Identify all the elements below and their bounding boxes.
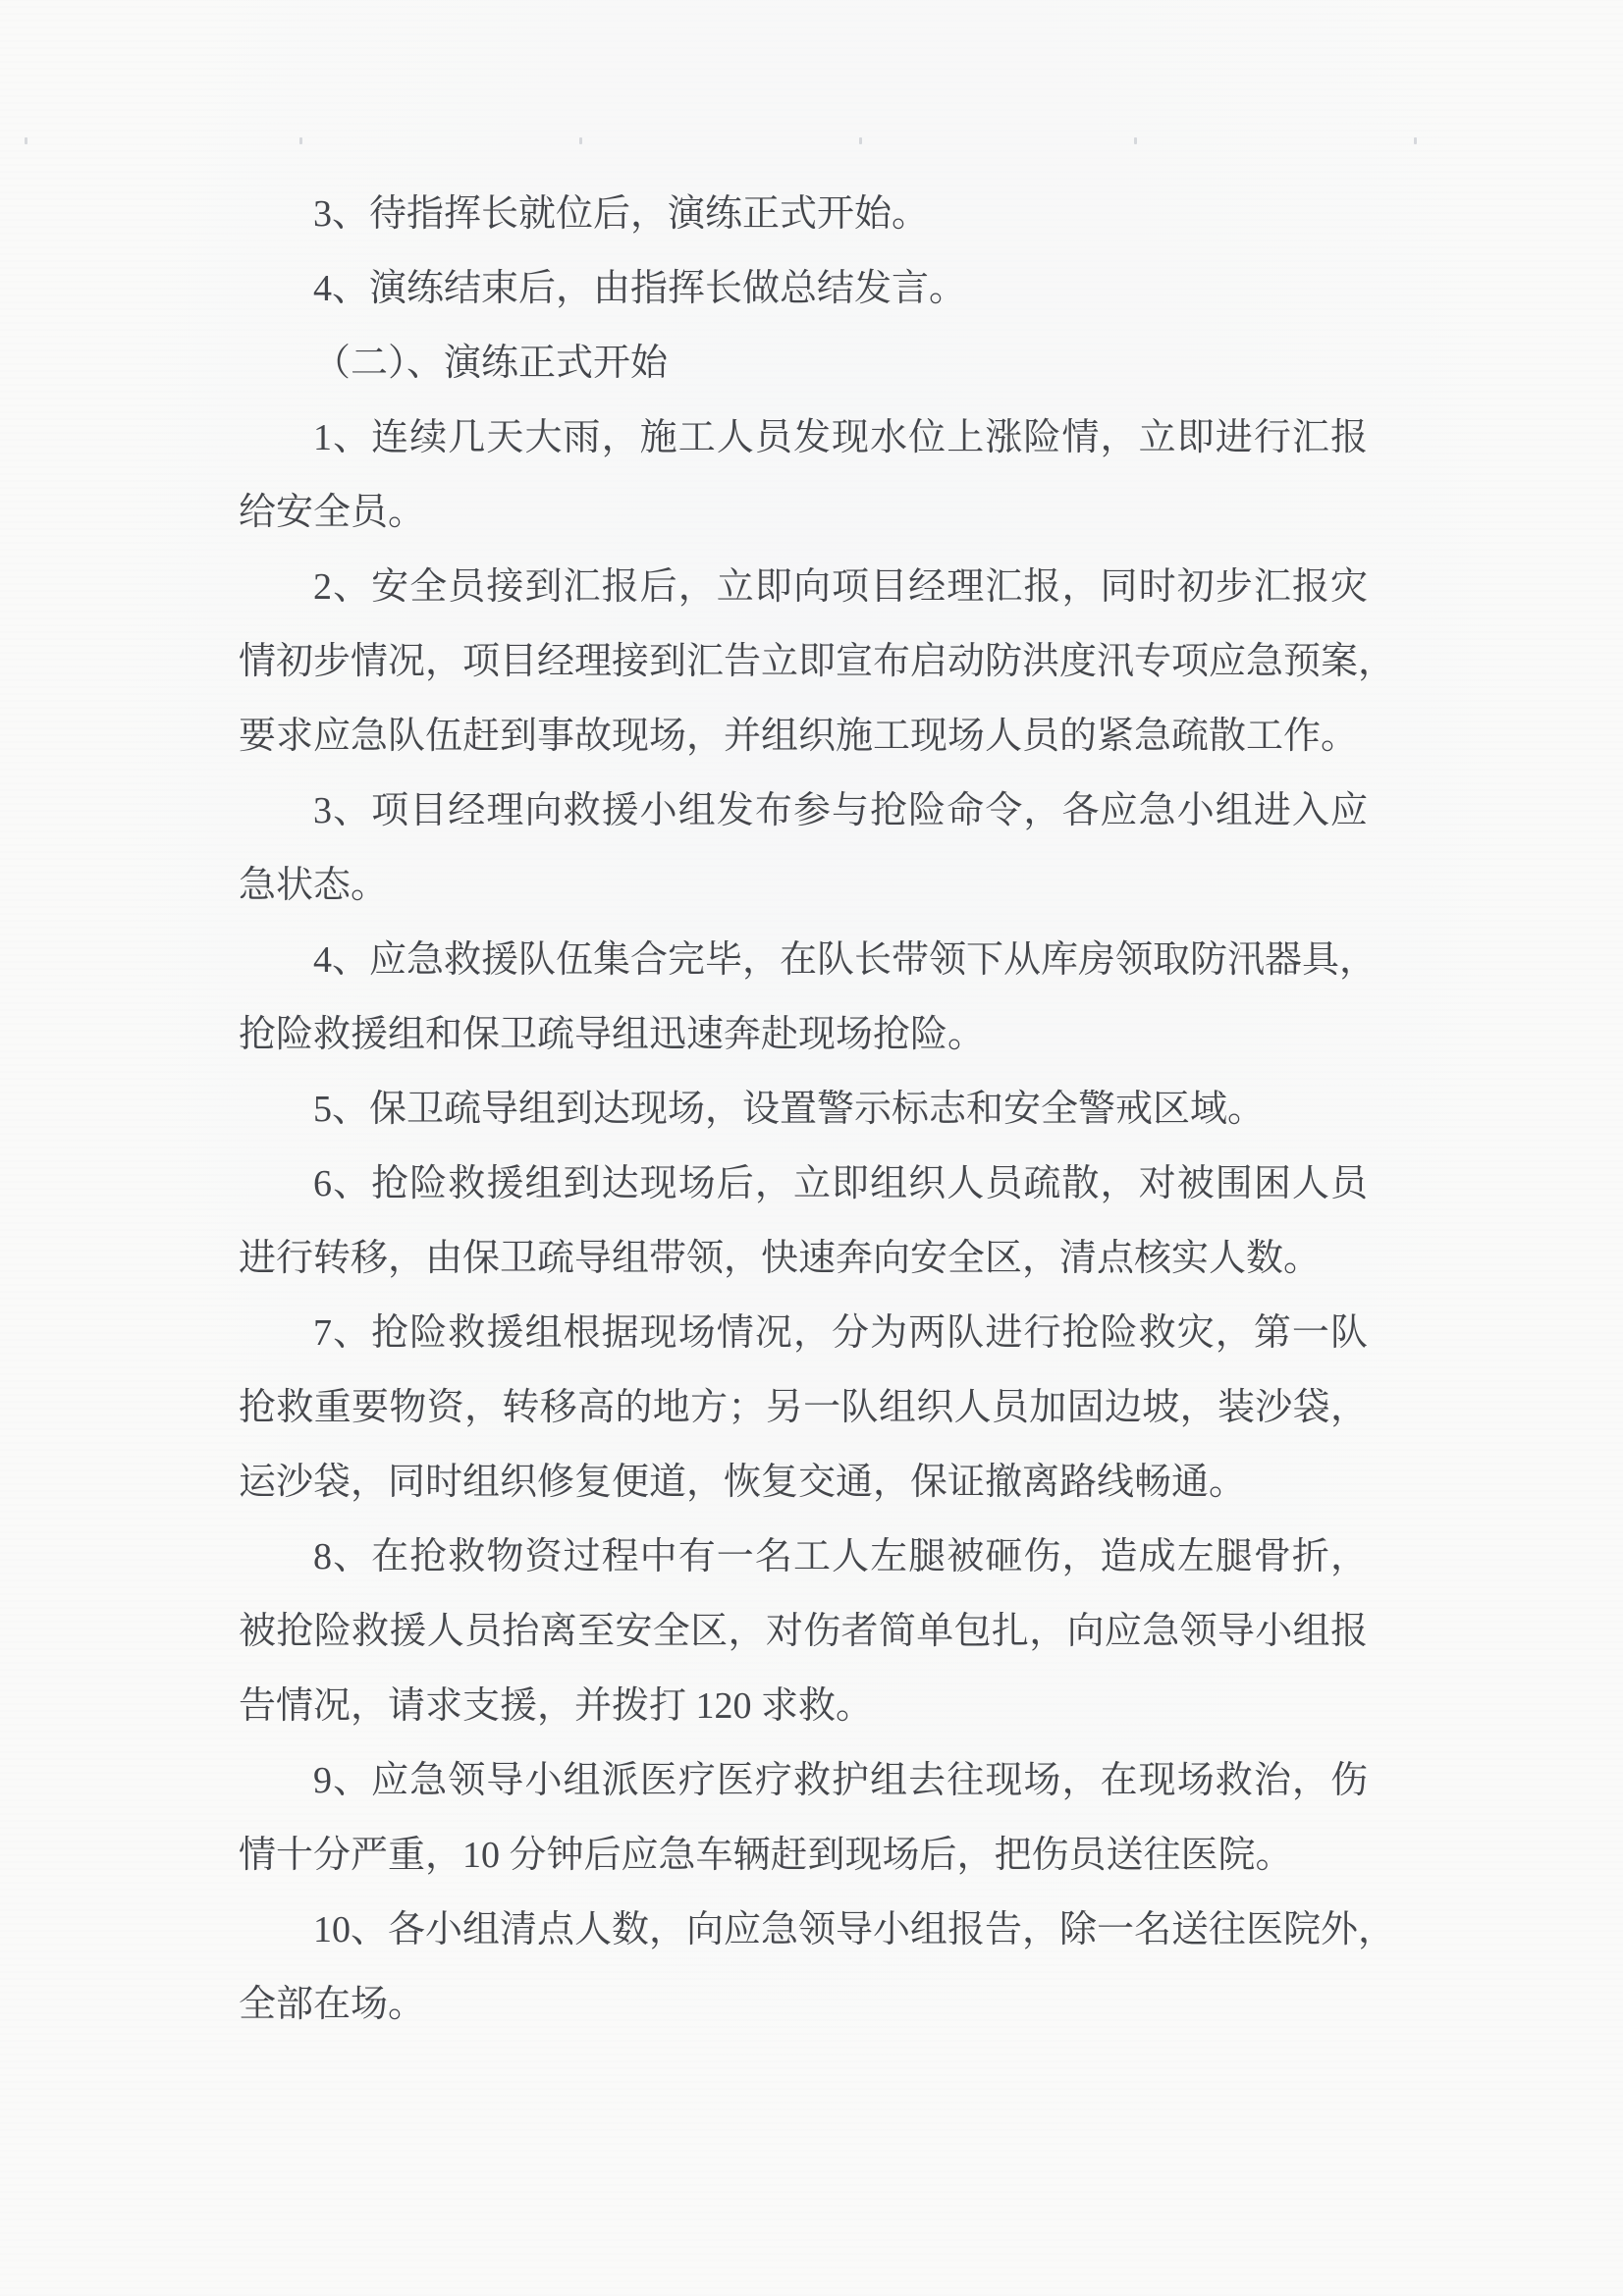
- scan-speck: [859, 137, 862, 144]
- scan-speck: [299, 137, 302, 144]
- document-text-block: [239, 177, 1396, 2042]
- document-line: （二）、演练正式开始: [313, 343, 669, 384]
- document-line: 情十分严重，10 分钟后应急车辆赶到现场后，把伤员送往医院。: [239, 1835, 1293, 1876]
- document-line: 3、待指挥长就位后，演练正式开始。: [313, 193, 930, 235]
- document-line: 情初步情况，项目经理接到汇告立即宣布启动防洪度汛专项应急预案，: [239, 641, 1396, 682]
- document-line: 3、项目经理向救援小组发布参与抢险命令，各应急小组进入应: [313, 790, 1368, 831]
- document-line: 2、安全员接到汇报后，立即向项目经理汇报，同时初步汇报灾: [313, 566, 1368, 608]
- document-line: 被抢险救援人员抬离至安全区，对伤者简单包扎，向应急领导小组报: [239, 1611, 1368, 1652]
- document-line: 10、各小组清点人数，向应急领导小组报告，除一名送往医院外，: [313, 1909, 1396, 1950]
- document-line: 抢救重要物资，转移高的地方；另一队组织人员加固边坡，装沙袋，: [239, 1387, 1368, 1428]
- document-line: 告情况，请求支援，并拨打 120 求救。: [239, 1685, 874, 1727]
- document-line: 抢险救援组和保卫疏导组迅速奔赴现场抢险。: [239, 1014, 986, 1055]
- document-line: 1、连续几天大雨，施工人员发现水位上涨险情，立即进行汇报: [313, 417, 1368, 458]
- document-line: 给安全员。: [239, 492, 426, 533]
- scan-speck: [1414, 137, 1417, 144]
- scan-speck: [25, 137, 27, 144]
- document-line: 4、应急救援队伍集合完毕，在队长带领下从库房领取防汛器具，: [313, 939, 1378, 981]
- document-line: 急状态。: [239, 865, 389, 906]
- scan-speck: [579, 137, 582, 144]
- document-line: 8、在抢救物资过程中有一名工人左腿被砸伤，造成左腿骨折，: [313, 1536, 1368, 1577]
- document-line: 6、抢险救援组到达现场后，立即组织人员疏散，对被围困人员: [313, 1163, 1368, 1204]
- document-line: 要求应急队伍赶到事故现场，并组织施工现场人员的紧急疏散工作。: [239, 716, 1359, 757]
- document-line: 7、抢险救援组根据现场情况，分为两队进行抢险救灾，第一队: [313, 1312, 1368, 1354]
- document-line: 4、演练结束后，由指挥长做总结发言。: [313, 268, 967, 309]
- document-line: 9、应急领导小组派医疗医疗救护组去往现场，在现场救治，伤: [313, 1760, 1368, 1801]
- document-line: 全部在场。: [239, 1984, 426, 2025]
- scan-speck: [1134, 137, 1137, 144]
- document-line: 5、保卫疏导组到达现场，设置警示标志和安全警戒区域。: [313, 1089, 1266, 1130]
- document-line: 进行转移，由保卫疏导组带领，快速奔向安全区，清点核实人数。: [239, 1238, 1322, 1279]
- document-line: 运沙袋，同时组织修复便道，恢复交通，保证撤离路线畅通。: [239, 1462, 1247, 1503]
